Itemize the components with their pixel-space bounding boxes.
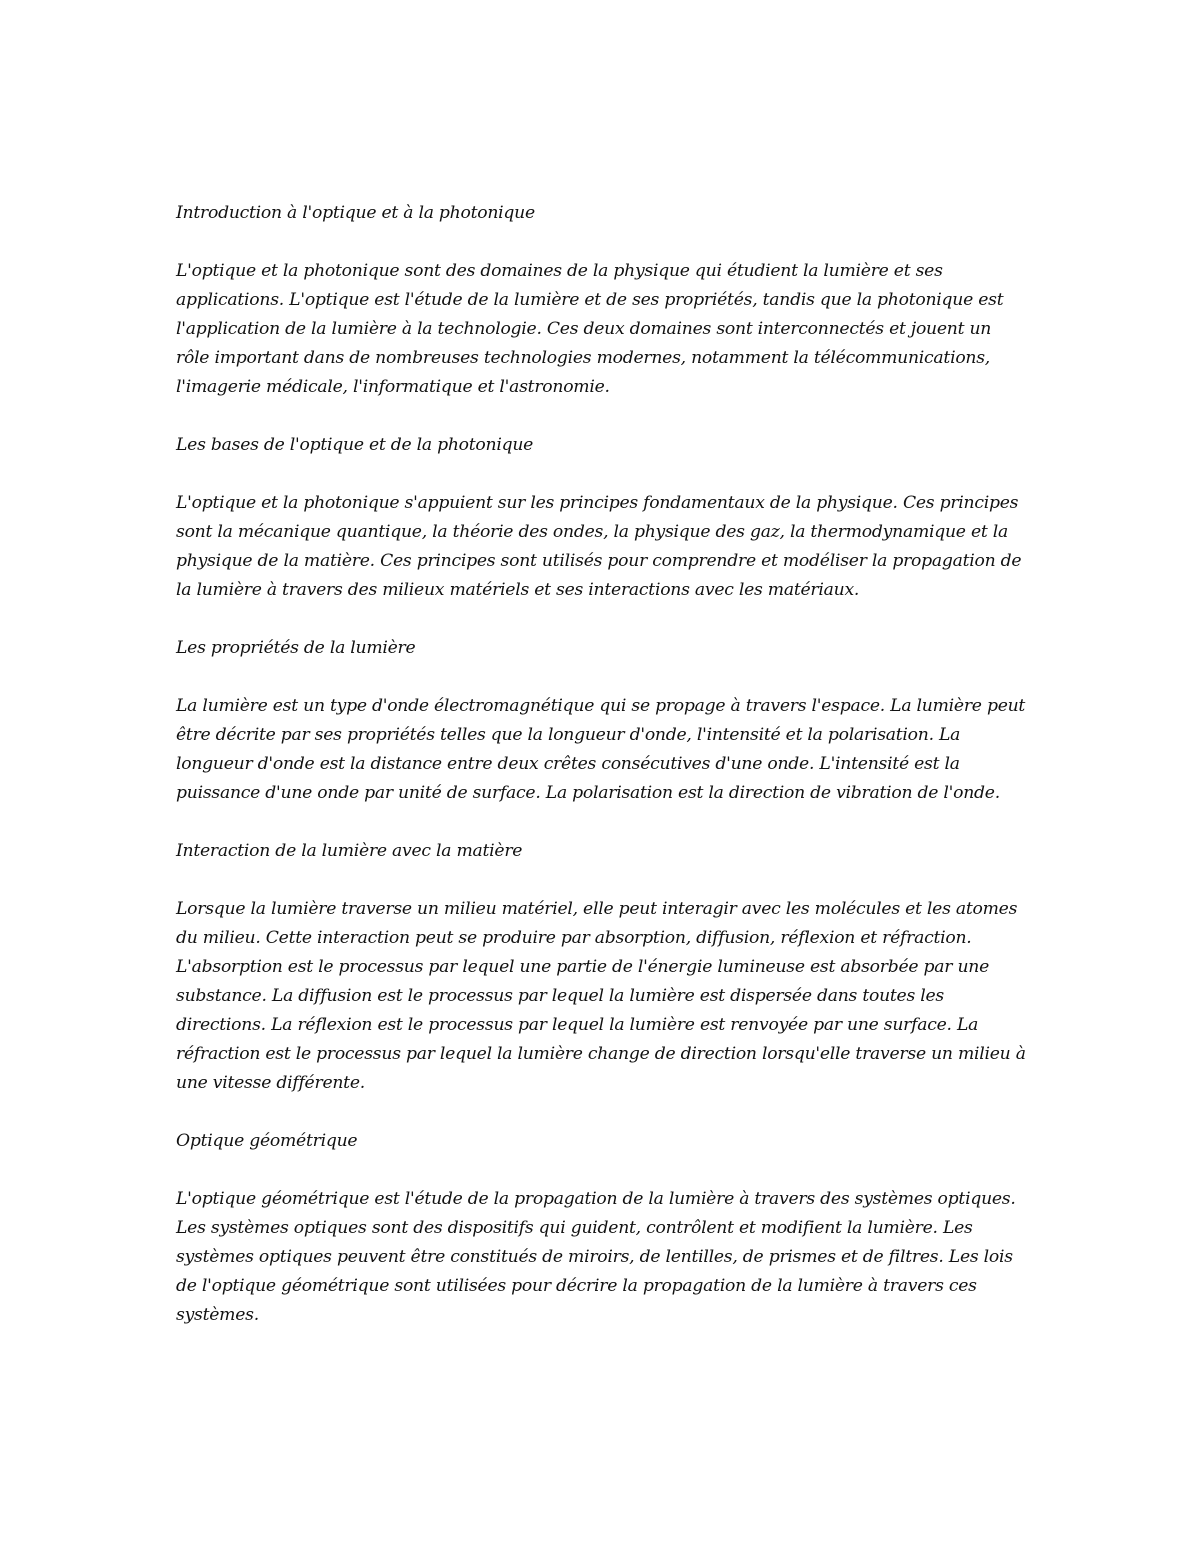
section-paragraph-introduction: L'optique et la photonique sont des domaines de la physique qui étudient la lumière et ses applications. L'optique est l'étude de la lumière et de ses propriétés, tandis que la photonique est l'application de la lumière à la technologie. Ces deux domaines sont interconnectés et jouent un rôle important dans de nombreuses technologies modernes, notamment la télécommunications, l'imagerie médicale, l'informatique et l'astronomie. — [176, 261, 1004, 397]
section-heading-optique-geometrique: Optique géométrique — [176, 1131, 358, 1151]
section-heading-proprietes: Les propriétés de la lumière — [176, 638, 416, 658]
section-heading-interaction: Interaction de la lumière avec la matière — [176, 841, 523, 861]
section-paragraph-proprietes: La lumière est un type d'onde électromagnétique qui se propage à travers l'espace. La lumière peut être décrite par ses propriétés telles que la longueur d'onde, l'intensité et la polarisation. La longueur d'onde est la distance entre deux crêtes consécutives d'une onde. L'intensité est la puissance d'une onde par unité de surface. La polarisation est la direction de vibration de l'onde. — [176, 696, 1026, 803]
section-heading-bases: Les bases de l'optique et de la photonique — [176, 435, 534, 455]
section-paragraph-optique-geometrique: L'optique géométrique est l'étude de la propagation de la lumière à travers des systèmes optiques. Les systèmes optiques sont des dispositifs qui guident, contrôlent et modifient la lumière. Les systèmes optiques peuvent être constitués de miroirs, de lentilles, de prismes et de filtres. Les lois de l'optique géométrique sont utilisées pour décrire la propagation de la lumière à travers ces systèmes. — [176, 1189, 1016, 1325]
section-heading-introduction: Introduction à l'optique et à la photonique — [176, 203, 535, 223]
document-page — [176, 199, 1026, 1359]
section-paragraph-bases: L'optique et la photonique s'appuient sur les principes fondamentaux de la physique. Ces principes sont la mécanique quantique, la théorie des ondes, la physique des gaz, la thermodynamique et la physique de la matière. Ces principes sont utilisés pour comprendre et modéliser la propagation de la lumière à travers des milieux matériels et ses interactions avec les matériaux. — [176, 493, 1022, 600]
section-paragraph-interaction: Lorsque la lumière traverse un milieu matériel, elle peut interagir avec les molécules et les atomes du milieu. Cette interaction peut se produire par absorption, diffusion, réflexion et réfraction. L'absorption est le processus par lequel une partie de l'énergie lumineuse est absorbée par une substance. La diffusion est le processus par lequel la lumière est dispersée dans toutes les directions. La réflexion est le processus par lequel la lumière est renvoyée par une surface. La réfraction est le processus par lequel la lumière change de direction lorsqu'elle traverse un milieu à une vitesse différente. — [176, 899, 1026, 1093]
